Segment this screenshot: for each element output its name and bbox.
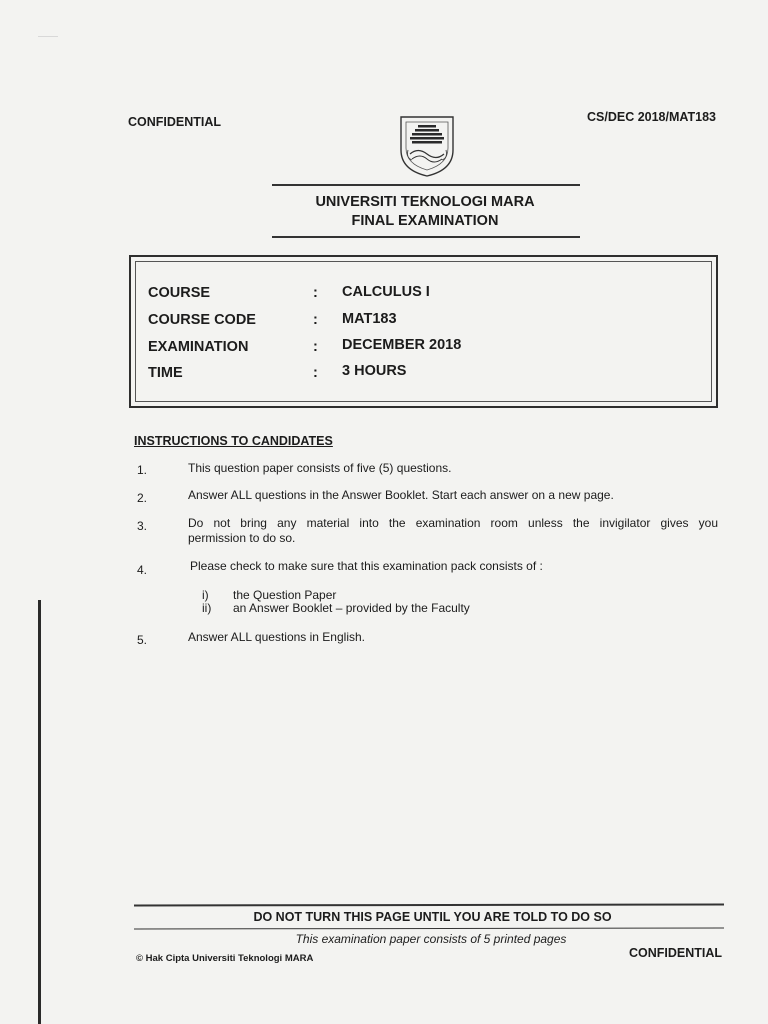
examination-label: EXAMINATION <box>148 339 249 355</box>
footer-rule-top <box>134 903 724 906</box>
university-crest-icon <box>398 114 456 178</box>
instruction-number: 1. <box>137 463 148 477</box>
instruction-number: 4. <box>137 563 148 577</box>
course-colon: : <box>313 285 318 301</box>
university-name: UNIVERSITI TEKNOLOGI MARA <box>315 194 535 210</box>
instruction-number: 3. <box>137 519 148 533</box>
instruction-text: Answer ALL questions in English. <box>188 630 365 644</box>
confidential-footer: CONFIDENTIAL <box>628 946 722 960</box>
time-colon: : <box>313 365 318 381</box>
instructions-title: INSTRUCTIONS TO CANDIDATES <box>134 434 333 448</box>
course-label: COURSE <box>148 285 211 301</box>
printed-pages-note: This examination paper consists of 5 printed pages <box>295 932 567 946</box>
instruction-number: 5. <box>137 633 148 647</box>
do-not-turn-warning: DO NOT TURN THIS PAGE UNTIL YOU ARE TOLD TO DO SO <box>253 910 612 924</box>
instruction-number: 2. <box>137 491 148 505</box>
scan-mark <box>38 36 58 37</box>
instruction-text-continued: permission to do so. <box>188 531 296 545</box>
sub-item-text: the Question Paper <box>233 588 337 602</box>
course-code-value: MAT183 <box>342 311 397 327</box>
confidential-header: CONFIDENTIAL <box>128 115 222 129</box>
paper-code: CS/DEC 2018/MAT183 <box>587 110 716 124</box>
sub-item-number: ii) <box>202 601 212 615</box>
time-value: 3 HOURS <box>342 363 407 379</box>
header-rule-top <box>272 184 580 186</box>
header-rule-bottom <box>272 236 580 238</box>
footer-rule-middle <box>134 927 724 929</box>
time-label: TIME <box>148 365 183 381</box>
course-value: CALCULUS I <box>342 284 430 300</box>
examination-value: DECEMBER 2018 <box>342 337 462 353</box>
instruction-text: Do not bring any material into the examination room unless the invigilator gives you <box>188 516 718 530</box>
exam-type: FINAL EXAMINATION <box>351 213 499 229</box>
examination-colon: : <box>313 339 318 355</box>
sub-item-number: i) <box>202 588 209 602</box>
course-code-colon: : <box>313 312 318 328</box>
course-info-box <box>129 255 718 408</box>
course-code-label: COURSE CODE <box>148 312 256 328</box>
sub-item-text: an Answer Booklet – provided by the Faculty <box>233 601 470 615</box>
copyright-notice: © Hak Cipta Universiti Teknologi MARA <box>136 953 314 964</box>
instruction-text: Answer ALL questions in the Answer Booklet. Start each answer on a new page. <box>188 488 614 502</box>
instruction-text: This question paper consists of five (5) questions. <box>188 461 452 475</box>
instruction-text: Please check to make sure that this examination pack consists of : <box>190 559 543 573</box>
page-edge-shadow <box>38 600 41 1024</box>
